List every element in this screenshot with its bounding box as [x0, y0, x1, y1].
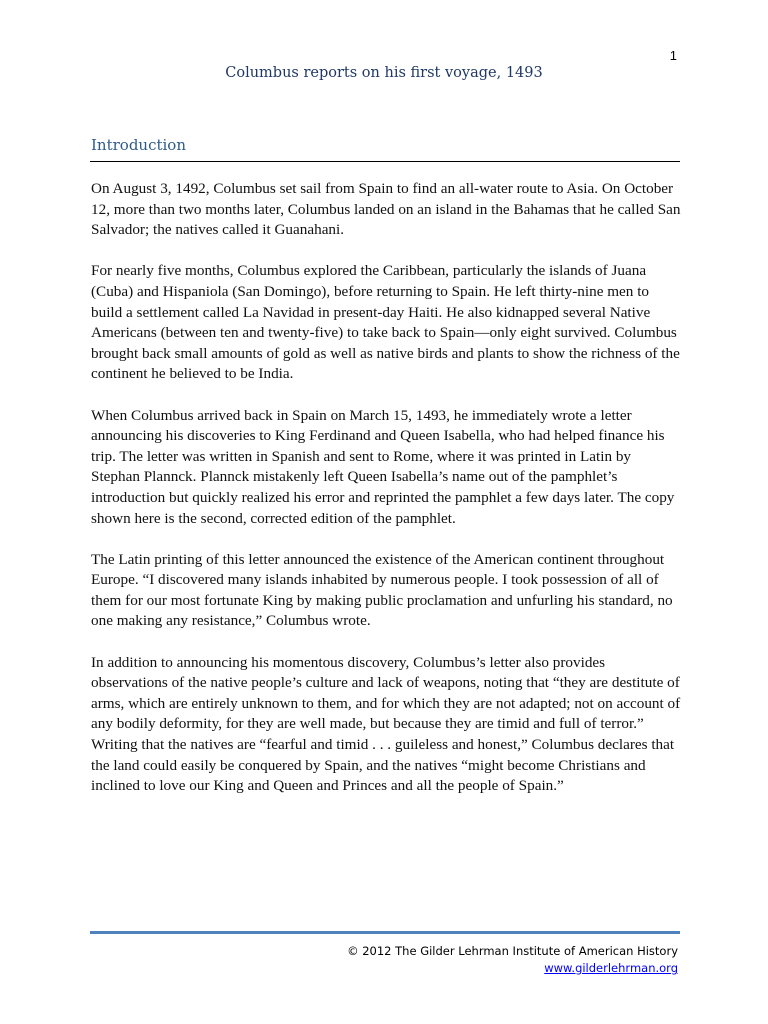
footer-divider	[90, 931, 680, 934]
document-title: Columbus reports on his first voyage, 1493	[225, 65, 543, 81]
footer-website-link[interactable]: www.gilderlehrman.org	[544, 961, 678, 975]
section-heading: Introduction	[91, 136, 186, 154]
heading-divider	[90, 161, 680, 162]
paragraph: When Columbus arrived back in Spain on March 15, 1493, he immediately wrote a letter announcing his discoveries to King Ferdinand and Queen Isabella, who had helped finance his trip. The letter was written in Spanish and sent to Rome, where it was printed in Latin by Stephan Plannck. Plannck mistakenly left Queen Isabella’s name out of the pamphlet’s introduction but quickly realized his error and reprinted the pamphlet a few days later. The copy shown here is the second, corrected edition of the pamphlet.	[91, 406, 675, 527]
paragraph: For nearly five months, Columbus explored the Caribbean, particularly the islands of Juana (Cuba) and Hispaniola (San Domingo), before returning to Spain. He left thirty-nine men to build a settlement called La Navidad in present-day Haiti. He also kidnapped several Native Americans (between ten and twenty-five) to take back to Spain—only eight survived. Columbus brought back small amounts of gold as well as native birds and plants to show the richness of the continent he believed to be India.	[91, 262, 680, 383]
page-number: 1	[669, 48, 677, 63]
paragraph: On August 3, 1492, Columbus set sail from Spain to find an all-water route to Asia. On October 12, more than two months later, Columbus landed on an island in the Bahamas that he called San Salvador; the natives called it Guanahani.	[91, 180, 681, 239]
footer-copyright: © 2012 The Gilder Lehrman Institute of American History	[347, 944, 678, 958]
paragraph: The Latin printing of this letter announced the existence of the American continent throughout Europe. “I discovered many islands inhabited by numerous people. I took possession of all of them for our most fortunate King by making public proclamation and unfurling his standard, no one making any resistance,” Columbus wrote.	[91, 550, 673, 630]
body-text	[91, 179, 681, 817]
paragraph: In addition to announcing his momentous discovery, Columbus’s letter also provides observations of the native people’s culture and lack of weapons, noting that “they are destitute of arms, which are entirely unknown to them, and for which they are not adapted; not on account of any bodily deformity, for they are well made, but because they are timid and full of terror.” Writing that the natives are “fearful and timid . . . guileless and honest,” Columbus declares that the land could easily be conquered by Spain, and the natives “might become Christians and inclined to love our King and Queen and Princes and all the people of Spain.”	[91, 653, 681, 795]
